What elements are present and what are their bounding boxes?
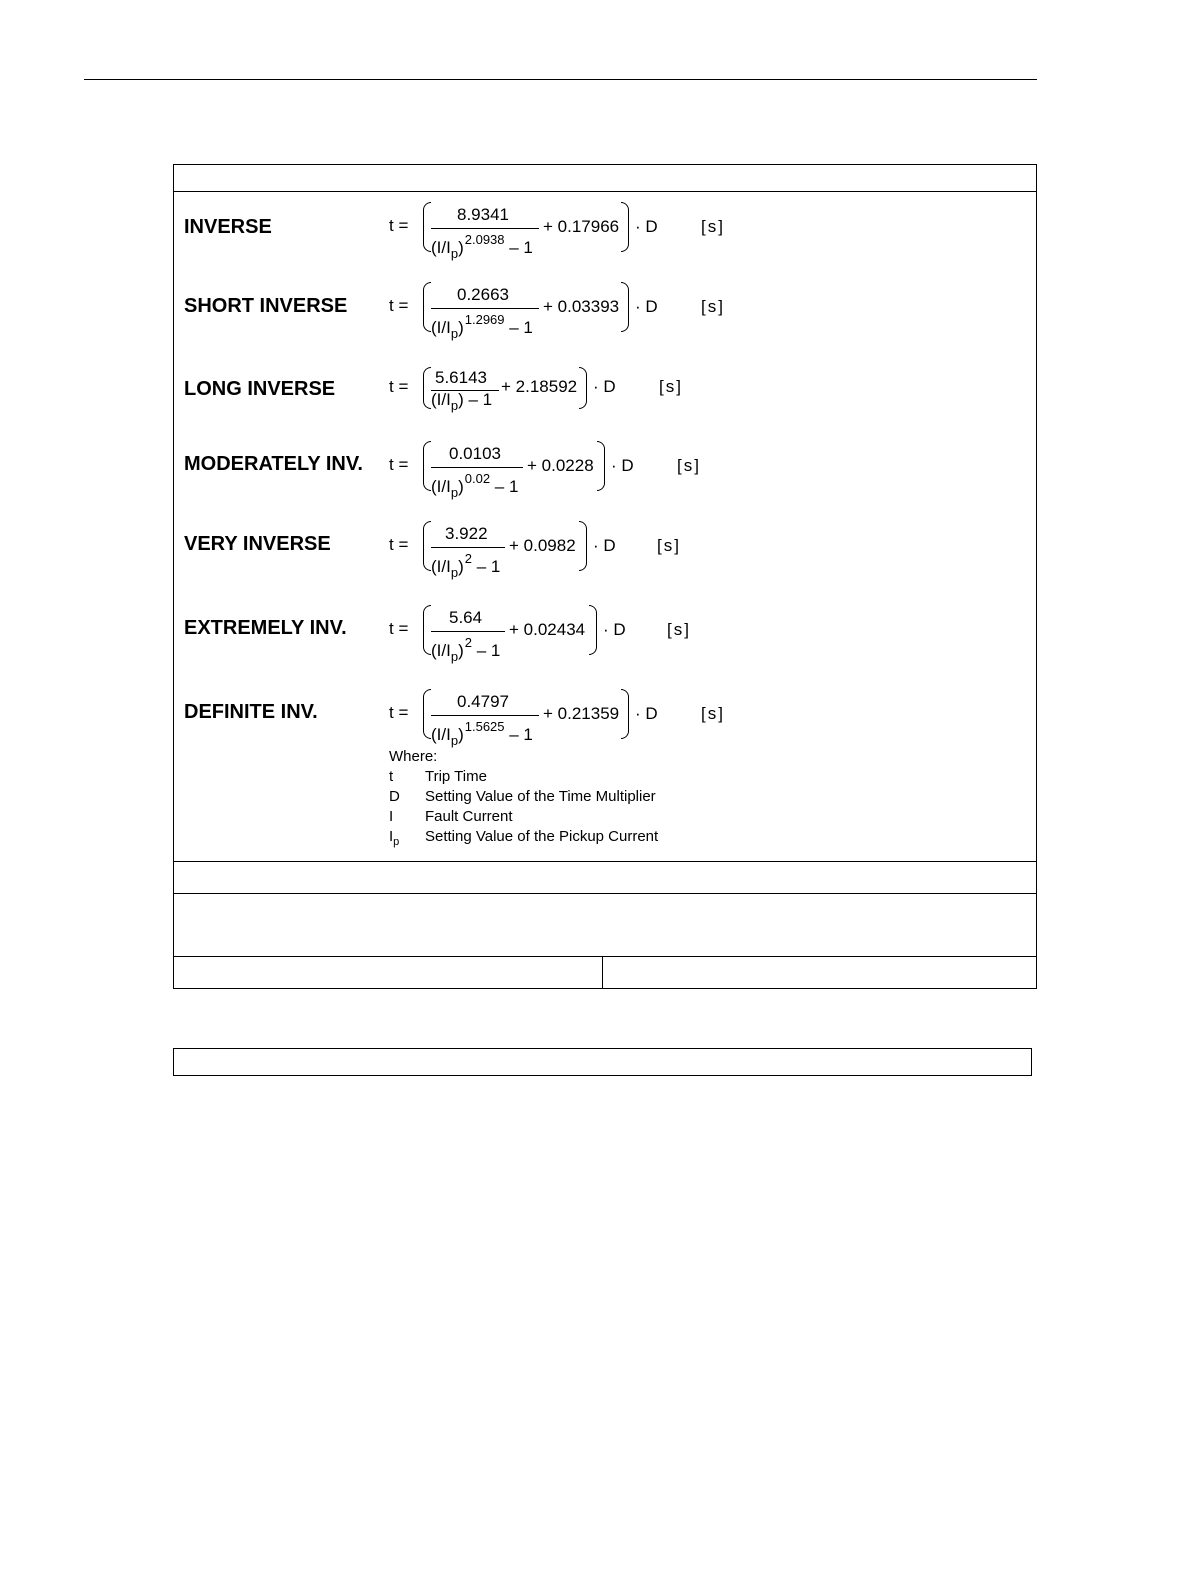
curve-label: INVERSE	[184, 216, 272, 238]
left-paren	[423, 282, 431, 332]
denominator: $(I/I_p)^2 - 1$	[431, 635, 501, 664]
header-row-divider	[174, 191, 1036, 192]
multiplier-term: · D	[593, 536, 616, 555]
curve-label: LONG INVERSE	[184, 378, 336, 400]
multiplier-term: · D	[611, 456, 634, 475]
addend: + 0.03393	[543, 297, 620, 316]
curve-row-short-inverse	[174, 278, 1034, 348]
multiplier-term: · D	[635, 704, 658, 723]
right-paren	[589, 605, 597, 655]
curve-row-moderately-inv	[174, 437, 1034, 507]
legend-description: Trip Time	[425, 768, 487, 785]
denominator: $(I/I_p)^{1.2969} - 1$	[431, 312, 533, 341]
right-paren	[621, 202, 629, 252]
addend: + 0.0228	[527, 456, 594, 475]
unit: [s]	[659, 377, 683, 396]
left-paren	[423, 605, 431, 655]
numerator: 5.6143	[435, 368, 487, 387]
curves-table	[173, 164, 1037, 989]
caption-box	[173, 1048, 1032, 1076]
unit: [s]	[701, 704, 725, 723]
left-paren	[423, 441, 431, 491]
denominator: $(I/I_p)^{2.0938} - 1$	[431, 232, 533, 261]
row-divider	[174, 893, 1036, 894]
unit: [s]	[701, 297, 725, 316]
denominator: $(I/I_p) - 1$	[431, 390, 493, 413]
equation-lhs: t =	[389, 455, 409, 474]
addend: + 0.0982	[509, 536, 576, 555]
legend-description: Setting Value of the Time Multiplier	[425, 788, 656, 805]
curve-label: VERY INVERSE	[184, 533, 331, 555]
top-rule	[84, 79, 1037, 80]
numerator: 0.0103	[449, 444, 501, 463]
numerator: 0.4797	[457, 692, 509, 711]
curve-label: EXTREMELY INV.	[184, 617, 347, 639]
equation-lhs: t =	[389, 296, 409, 315]
legend-symbol: $I_p$	[389, 828, 400, 848]
numerator: 0.2663	[457, 285, 509, 304]
unit: [s]	[657, 536, 681, 555]
denominator: $(I/I_p)^{1.5625} - 1$	[431, 719, 533, 748]
legend-description: Setting Value of the Pickup Current	[425, 828, 659, 845]
unit: [s]	[701, 217, 725, 236]
numerator: 8.9341	[457, 205, 509, 224]
right-paren	[597, 441, 605, 491]
row-divider	[174, 861, 1036, 862]
curve-row-very-inverse	[174, 517, 1034, 587]
multiplier-term: · D	[635, 297, 658, 316]
unit: [s]	[667, 620, 691, 639]
equation-lhs: t =	[389, 619, 409, 638]
left-paren	[423, 202, 431, 252]
legend-symbol: D	[389, 788, 400, 805]
left-paren	[423, 689, 431, 739]
curve-row-long-inverse	[174, 363, 1034, 433]
equation-lhs: t =	[389, 377, 409, 396]
equation-lhs: t =	[389, 216, 409, 235]
legend-description: Fault Current	[425, 808, 513, 825]
fraction-bar	[431, 547, 505, 548]
addend: + 0.02434	[509, 620, 586, 639]
curve-row-definite-inv	[174, 685, 1034, 755]
addend: + 2.18592	[501, 377, 578, 396]
fraction-bar	[431, 228, 539, 229]
left-paren	[423, 367, 431, 409]
curve-label: SHORT INVERSE	[184, 295, 348, 317]
curve-row-inverse	[174, 198, 1034, 268]
fraction-bar	[431, 631, 505, 632]
left-paren	[423, 521, 431, 571]
column-divider	[602, 956, 603, 988]
right-paren	[621, 282, 629, 332]
equation-lhs: t =	[389, 703, 409, 722]
curve-row-extremely-inv	[174, 601, 1034, 671]
denominator: $(I/I_p)^2 - 1$	[431, 551, 501, 580]
multiplier-term: · D	[593, 377, 616, 396]
equation-lhs: t =	[389, 535, 409, 554]
legend-symbol: t	[389, 768, 394, 785]
denominator: $(I/I_p)^{0.02} - 1$	[431, 471, 519, 500]
multiplier-term: · D	[635, 217, 658, 236]
right-paren	[579, 367, 587, 409]
fraction-bar	[431, 467, 523, 468]
legend-title: Where:	[389, 748, 438, 765]
right-paren	[579, 521, 587, 571]
numerator: 5.64	[449, 608, 483, 627]
curve-label: MODERATELY INV.	[184, 453, 363, 475]
addend: + 0.17966	[543, 217, 620, 236]
row-divider	[174, 956, 1036, 957]
fraction-bar	[431, 308, 539, 309]
multiplier-term: · D	[603, 620, 626, 639]
curve-label: DEFINITE INV.	[184, 701, 318, 723]
legend-symbol: I	[389, 808, 394, 825]
numerator: 3.922	[445, 524, 488, 543]
unit: [s]	[677, 456, 701, 475]
fraction-bar	[431, 715, 539, 716]
right-paren	[621, 689, 629, 739]
addend: + 0.21359	[543, 704, 620, 723]
